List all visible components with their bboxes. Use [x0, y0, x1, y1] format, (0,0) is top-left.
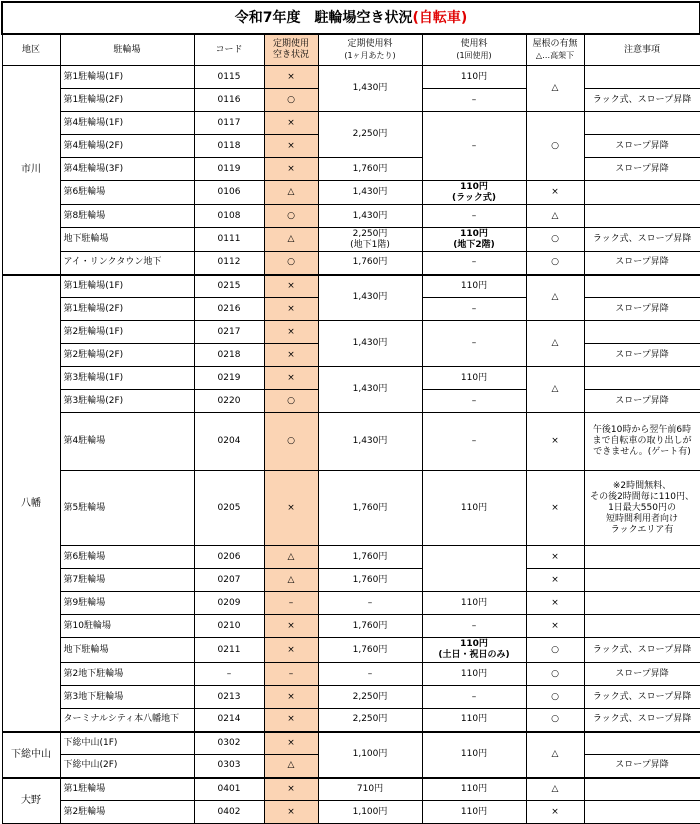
roof-mark: ○	[526, 663, 584, 686]
daily-fee: –	[422, 390, 526, 413]
status-mark: ×	[264, 275, 318, 298]
roof-mark: △	[526, 367, 584, 413]
daily-fee: 110円	[422, 709, 526, 732]
note	[584, 546, 700, 569]
roof-mark: △	[526, 66, 584, 112]
lot-name: 第4駐輪場	[60, 413, 194, 471]
lot-code: 0111	[194, 228, 264, 252]
monthly-fee: 1,100円	[318, 801, 422, 824]
header-region: 地区	[2, 34, 60, 66]
note	[584, 181, 700, 205]
monthly-fee: 1,100円	[318, 732, 422, 778]
header-status: 定期使用 空き状況	[264, 34, 318, 66]
roof-mark: ×	[526, 471, 584, 546]
monthly-fee: 1,760円	[318, 158, 422, 181]
lot-code: 0118	[194, 135, 264, 158]
status-mark: ×	[264, 298, 318, 321]
lot-name: 第2駐輪場(2F)	[60, 344, 194, 367]
note	[584, 367, 700, 390]
lot-name: 第6駐輪場	[60, 181, 194, 205]
lot-name: 第2地下駐輪場	[60, 663, 194, 686]
roof-mark: ×	[526, 181, 584, 205]
roof-mark: ×	[526, 546, 584, 569]
roof-mark: ○	[526, 638, 584, 663]
note: ※2時間無料、 その後2時間毎に110円、 1日最大550円の 短時間利用者向け ラックエリア有	[584, 471, 700, 546]
monthly-fee: 1,430円	[318, 275, 422, 321]
roof-mark: ○	[526, 709, 584, 732]
daily-fee: 110円	[422, 275, 526, 298]
lot-name: 地下駐輪場	[60, 228, 194, 252]
monthly-fee: 710円	[318, 778, 422, 801]
roof-mark: △	[526, 321, 584, 367]
note: スロープ昇降	[584, 755, 700, 778]
header-daily: 使用料 (1回使用)	[422, 34, 526, 66]
lot-name: 第4駐輪場(1F)	[60, 112, 194, 135]
daily-fee: –	[422, 413, 526, 471]
roof-mark: ○	[526, 228, 584, 252]
lot-name: アイ・リンクタウン地下	[60, 252, 194, 275]
status-mark: ○	[264, 413, 318, 471]
monthly-fee: 1,430円	[318, 181, 422, 205]
lot-code: 0213	[194, 686, 264, 709]
lot-name: 第2駐輪場(1F)	[60, 321, 194, 344]
note	[584, 801, 700, 824]
lot-name: 第9駐輪場	[60, 592, 194, 615]
status-mark: –	[264, 592, 318, 615]
lot-name: 第1駐輪場	[60, 778, 194, 801]
status-mark: ×	[264, 66, 318, 89]
roof-mark: ×	[526, 615, 584, 638]
roof-mark: ○	[526, 112, 584, 181]
status-mark: △	[264, 181, 318, 205]
monthly-fee: 1,760円	[318, 252, 422, 275]
lot-code: 0218	[194, 344, 264, 367]
lot-code: 0303	[194, 755, 264, 778]
lot-code: –	[194, 663, 264, 686]
status-mark: ×	[264, 638, 318, 663]
roof-mark: ×	[526, 569, 584, 592]
status-mark: △	[264, 546, 318, 569]
daily-fee	[422, 546, 526, 592]
monthly-fee: 2,250円	[318, 709, 422, 732]
monthly-fee: –	[318, 592, 422, 615]
lot-code: 0401	[194, 778, 264, 801]
region-yawata: 八幡	[2, 275, 60, 732]
lot-name: 第2駐輪場	[60, 801, 194, 824]
monthly-fee: 1,760円	[318, 471, 422, 546]
lot-code: 0116	[194, 89, 264, 112]
note: 午後10時から翌午前6時 まで自転車の取り出しが できません。(ゲート有)	[584, 413, 700, 471]
note: スロープ昇降	[584, 252, 700, 275]
daily-fee: –	[422, 321, 526, 367]
status-mark: ×	[264, 344, 318, 367]
lot-code: 0112	[194, 252, 264, 275]
availability-table	[1, 1, 700, 824]
daily-fee: –	[422, 89, 526, 112]
region-ono: 大野	[2, 778, 60, 824]
lot-code: 0119	[194, 158, 264, 181]
status-mark: ×	[264, 112, 318, 135]
note: スロープ昇降	[584, 158, 700, 181]
status-mark: ×	[264, 801, 318, 824]
roof-mark: △	[526, 778, 584, 801]
monthly-fee: 1,430円	[318, 367, 422, 413]
lot-name: 第10駐輪場	[60, 615, 194, 638]
roof-mark: ○	[526, 252, 584, 275]
note: スロープ昇降	[584, 135, 700, 158]
daily-fee: 110円 (ラック式)	[422, 181, 526, 205]
note	[584, 732, 700, 755]
table-body	[2, 66, 700, 824]
lot-code: 0217	[194, 321, 264, 344]
lot-code: 0209	[194, 592, 264, 615]
monthly-fee: 1,760円	[318, 615, 422, 638]
region-ichikawa: 市川	[2, 66, 60, 275]
daily-fee: 110円 (土日・祝日のみ)	[422, 638, 526, 663]
status-mark: ○	[264, 89, 318, 112]
status-mark: △	[264, 228, 318, 252]
lot-name: 第3地下駐輪場	[60, 686, 194, 709]
lot-code: 0206	[194, 546, 264, 569]
page-title: 令和7年度 駐輪場空き状況(自転車)	[2, 2, 700, 34]
lot-name: ターミナルシティ本八幡地下	[60, 709, 194, 732]
header-monthly: 定期使用料 (1ヶ月あたり)	[318, 34, 422, 66]
monthly-fee: 1,430円	[318, 205, 422, 228]
status-mark: ×	[264, 471, 318, 546]
roof-mark: ×	[526, 413, 584, 471]
monthly-fee: 1,430円	[318, 66, 422, 112]
lot-code: 0214	[194, 709, 264, 732]
lot-name: 第1駐輪場(1F)	[60, 66, 194, 89]
status-mark: ○	[264, 252, 318, 275]
lot-name: 第3駐輪場(1F)	[60, 367, 194, 390]
lot-code: 0219	[194, 367, 264, 390]
monthly-fee: 1,430円	[318, 413, 422, 471]
monthly-fee: 2,250円	[318, 686, 422, 709]
daily-fee: –	[422, 298, 526, 321]
roof-mark: △	[526, 275, 584, 321]
note: ラック式、スロープ昇降	[584, 89, 700, 112]
note	[584, 592, 700, 615]
monthly-fee: 2,250円	[318, 112, 422, 158]
header-lot: 駐輪場	[60, 34, 194, 66]
note: スロープ昇降	[584, 298, 700, 321]
status-mark: ×	[264, 778, 318, 801]
note: ラック式、スロープ昇降	[584, 709, 700, 732]
lot-code: 0117	[194, 112, 264, 135]
note	[584, 275, 700, 298]
lot-name: 第1駐輪場(1F)	[60, 275, 194, 298]
note	[584, 778, 700, 801]
note	[584, 66, 700, 89]
lot-name: 地下駐輪場	[60, 638, 194, 663]
status-mark: △	[264, 569, 318, 592]
roof-mark: ×	[526, 801, 584, 824]
status-mark: ×	[264, 709, 318, 732]
status-mark: ×	[264, 135, 318, 158]
daily-fee: 110円 (地下2階)	[422, 228, 526, 252]
status-mark: –	[264, 663, 318, 686]
lot-code: 0207	[194, 569, 264, 592]
note: ラック式、スロープ昇降	[584, 686, 700, 709]
status-mark: ×	[264, 158, 318, 181]
roof-mark: △	[526, 205, 584, 228]
daily-fee: 110円	[422, 367, 526, 390]
note: スロープ昇降	[584, 344, 700, 367]
status-mark: ×	[264, 321, 318, 344]
lot-code: 0215	[194, 275, 264, 298]
lot-code: 0402	[194, 801, 264, 824]
daily-fee: 110円	[422, 592, 526, 615]
note	[584, 569, 700, 592]
note: ラック式、スロープ昇降	[584, 638, 700, 663]
daily-fee: –	[422, 686, 526, 709]
lot-code: 0211	[194, 638, 264, 663]
lot-code: 0106	[194, 181, 264, 205]
monthly-fee: –	[318, 663, 422, 686]
lot-name: 第7駐輪場	[60, 569, 194, 592]
monthly-fee: 1,760円	[318, 569, 422, 592]
status-mark: ×	[264, 615, 318, 638]
status-mark: △	[264, 755, 318, 778]
lot-name: 第5駐輪場	[60, 471, 194, 546]
lot-name: 第3駐輪場(2F)	[60, 390, 194, 413]
note	[584, 321, 700, 344]
lot-code: 0115	[194, 66, 264, 89]
header-code: コード	[194, 34, 264, 66]
lot-name: 第4駐輪場(2F)	[60, 135, 194, 158]
lot-code: 0204	[194, 413, 264, 471]
monthly-fee: 1,430円	[318, 321, 422, 367]
header-notes: 注意事項	[584, 34, 700, 66]
lot-name: 第4駐輪場(3F)	[60, 158, 194, 181]
roof-mark: ○	[526, 686, 584, 709]
lot-name: 第1駐輪場(2F)	[60, 89, 194, 112]
lot-code: 0205	[194, 471, 264, 546]
lot-code: 0302	[194, 732, 264, 755]
lot-name: 第8駐輪場	[60, 205, 194, 228]
status-mark: ○	[264, 390, 318, 413]
daily-fee: 110円	[422, 732, 526, 778]
header-roof: 屋根の有無 △…高架下	[526, 34, 584, 66]
daily-fee: 110円	[422, 663, 526, 686]
daily-fee: 110円	[422, 778, 526, 801]
lot-name: 第6駐輪場	[60, 546, 194, 569]
status-mark: ×	[264, 367, 318, 390]
daily-fee: 110円	[422, 471, 526, 546]
status-mark: ×	[264, 686, 318, 709]
note: ラック式、スロープ昇降	[584, 228, 700, 252]
lot-name: 下総中山(1F)	[60, 732, 194, 755]
note	[584, 615, 700, 638]
status-mark: ×	[264, 732, 318, 755]
daily-fee: –	[422, 205, 526, 228]
note: スロープ昇降	[584, 663, 700, 686]
daily-fee: –	[422, 112, 526, 181]
monthly-fee: 1,760円	[318, 546, 422, 569]
daily-fee: 110円	[422, 801, 526, 824]
region-shimosa-nakayama: 下総中山	[2, 732, 60, 778]
monthly-fee: 1,760円	[318, 638, 422, 663]
daily-fee: –	[422, 615, 526, 638]
daily-fee: –	[422, 252, 526, 275]
lot-code: 0210	[194, 615, 264, 638]
note: スロープ昇降	[584, 390, 700, 413]
roof-mark: △	[526, 732, 584, 778]
lot-name: 下総中山(2F)	[60, 755, 194, 778]
lot-code: 0220	[194, 390, 264, 413]
monthly-fee: 2,250円 (地下1階)	[318, 228, 422, 252]
status-mark: ○	[264, 205, 318, 228]
daily-fee: 110円	[422, 66, 526, 89]
lot-code: 0216	[194, 298, 264, 321]
note	[584, 112, 700, 135]
note	[584, 205, 700, 228]
lot-code: 0108	[194, 205, 264, 228]
roof-mark: ×	[526, 592, 584, 615]
lot-name: 第1駐輪場(2F)	[60, 298, 194, 321]
